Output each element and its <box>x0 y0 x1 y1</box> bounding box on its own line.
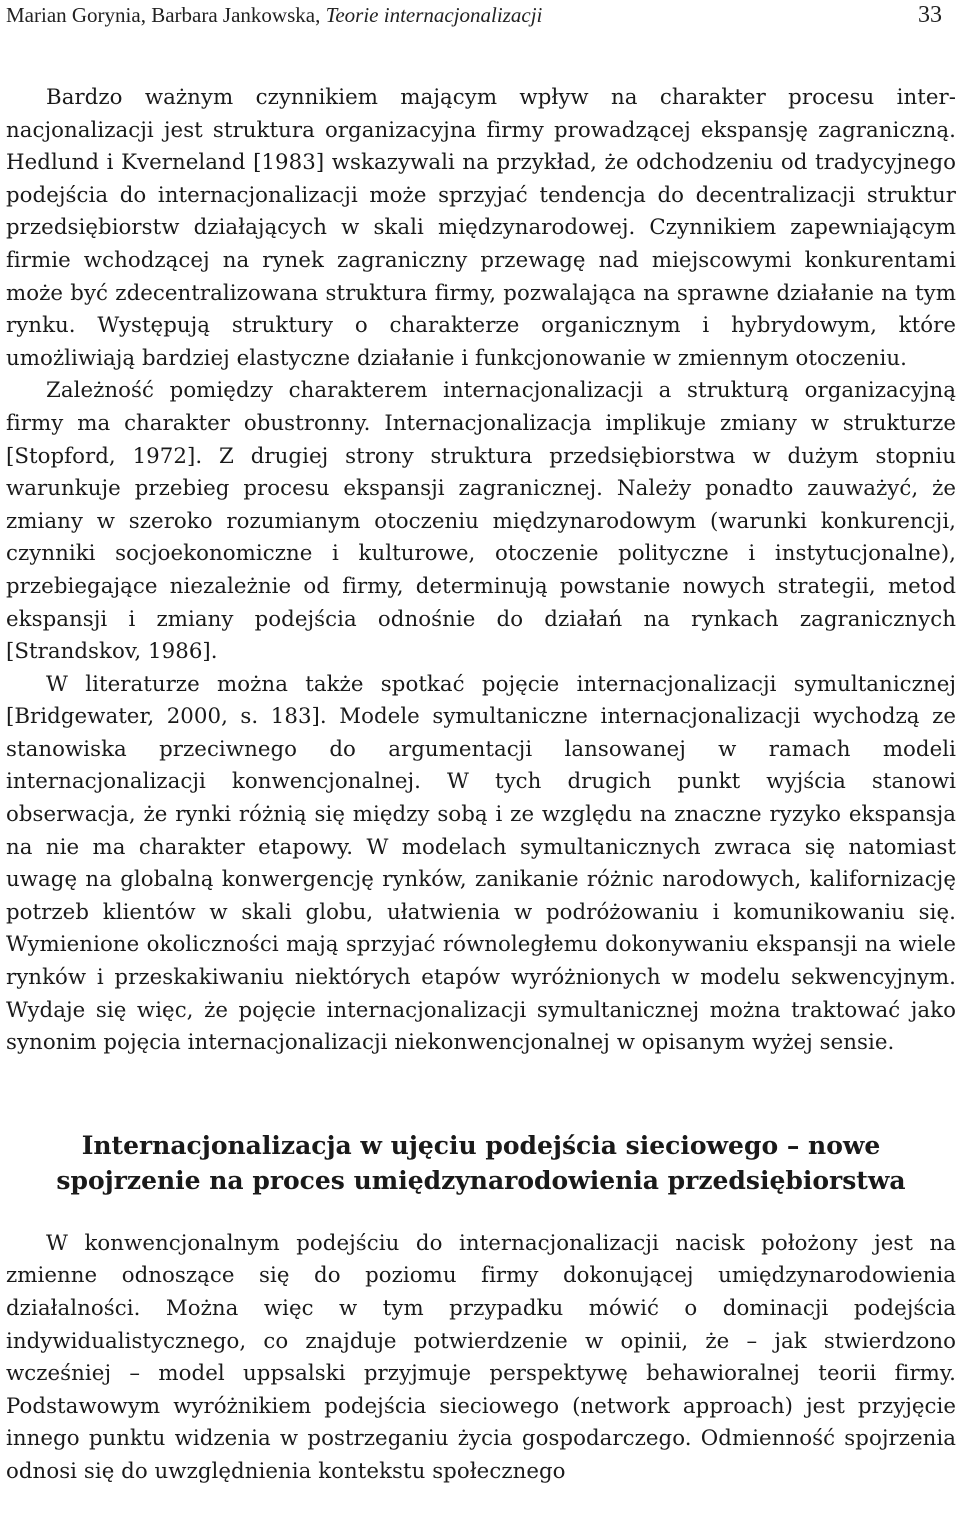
header-book-title: Teorie internacjonalizacji <box>325 2 543 27</box>
running-header <box>6 0 954 30</box>
paragraph-structure: Bardzo ważnym czynnikiem mającym wpływ na charakter procesu internacjonalizacji jest struktura organizacyjna firmy prowadzącej ekspansję zagraniczną. Hedlund i Kverneland [1983] wskazywali na przykład, że odchodzeniu od tradycyjnego podejścia do internacjonalizacji może sprzyjać tendencja do decentralizacji struktur przedsiębiorstw działających w skali międzynarodowej. Czynnikiem zapewniającym firmie wchodzącej na rynek zagraniczny przewagę nad miejscowymi konkurentami może być zdecentralizowana struktura firmy, pozwalająca na sprawne działanie na tym rynku. Występują struktury o charakterze organicznym i hybrydowym, które umożliwiają bardziej elastyczne działanie i funkcjonowanie w zmiennym otoczeniu. <box>6 85 956 371</box>
paragraph-simultaneous: W literaturze można także spotkać pojęcie internacjonalizacji symultanicznej [Bridgewater, 2000, s. 183]. Modele symultaniczne internacjonalizacji wychodzą ze stanowiska przeciwnego do argumentacji lansowanej w ramach modeli internacjonalizacji konwencjonalnej. W tych drugich punkt wyjścia stanowi obserwacja, że rynki różnią się między sobą i ze względu na znaczne ryzyko ekspansja na nie ma charakter etapowy. W modelach symultanicznych zwraca się natomiast uwagę na globalną konwergencję rynków, zanikanie różnic narodowych, kalifornizację potrzeb klientów w skali globu, ułatwienia w podróżowaniu i komunikowaniu się. Wymienione okoliczności mają sprzyjać równoległemu dokonywaniu ekspansji na wiele rynków i przeskakiwaniu niektórych etapów wyróżnionych w modelu sekwencyjnym. Wydaje się więc, że pojęcie internacjonalizacji symultanicznej można traktować jako synonim pojęcia internacjonalizacji niekonwencjonalnej w opisanym wyżej sensie. <box>6 671 956 1056</box>
header-authors: Marian Gorynia, Barbara Jankowska, <box>6 2 321 27</box>
section-heading: Internacjonalizacja w ujęciu podejścia sieciowego – nowe spojrzenie na proces umiędzynarodowienia przedsiębiorstwa <box>56 1130 906 1195</box>
body-text <box>6 82 956 1489</box>
paragraph-interdependence: Zależność pomiędzy charakterem internacjonalizacji a strukturą organizacyjną firmy ma charakter obustronny. Internacjonalizacja implikuje zmiany w strukturze [Stopford, 1972]. Z drugiej strony struktura przedsiębiorstwa w dużym stopniu warunkuje przebieg procesu ekspansji zagranicznej. Należy ponadto zauważyć, że zmiany w szeroko rozumianym otoczeniu międzynarodowym (warunki konkurencji, czynniki socjoekonomiczne i kulturowe, otoczenie polityczne i instytucjonalne), przebiegające niezależnie od firmy, determinują powstanie nowych strategii, metod ekspansji i zmiany podejścia odnośnie do działań na rynkach zagranicznych [Strandskov, 1986]. <box>6 378 956 665</box>
header-citation <box>6 3 542 28</box>
page-number: 33 <box>918 1 942 28</box>
paragraph-network-approach: W konwencjonalnym podejściu do internacjonalizacji nacisk położony jest na zmienne odnoszące się do poziomu firmy dokonującej umiędzynarodowienia działalności. Można więc w tym przypadku mówić o dominacji podejścia indywidualistycznego, co znajduje potwierdzenie w opinii, że – jak stwierdzono wcześniej – model uppsalski przyjmuje perspektywę behawioralnej teorii firmy. Podstawowym wyróżnikiem podejścia sieciowego (network approach) jest przyjęcie innego punktu widzenia w postrzeganiu życia gospodarczego. Odmienność spojrzenia odnosi się do uwzględnienia kontekstu społecznego <box>6 1230 956 1484</box>
